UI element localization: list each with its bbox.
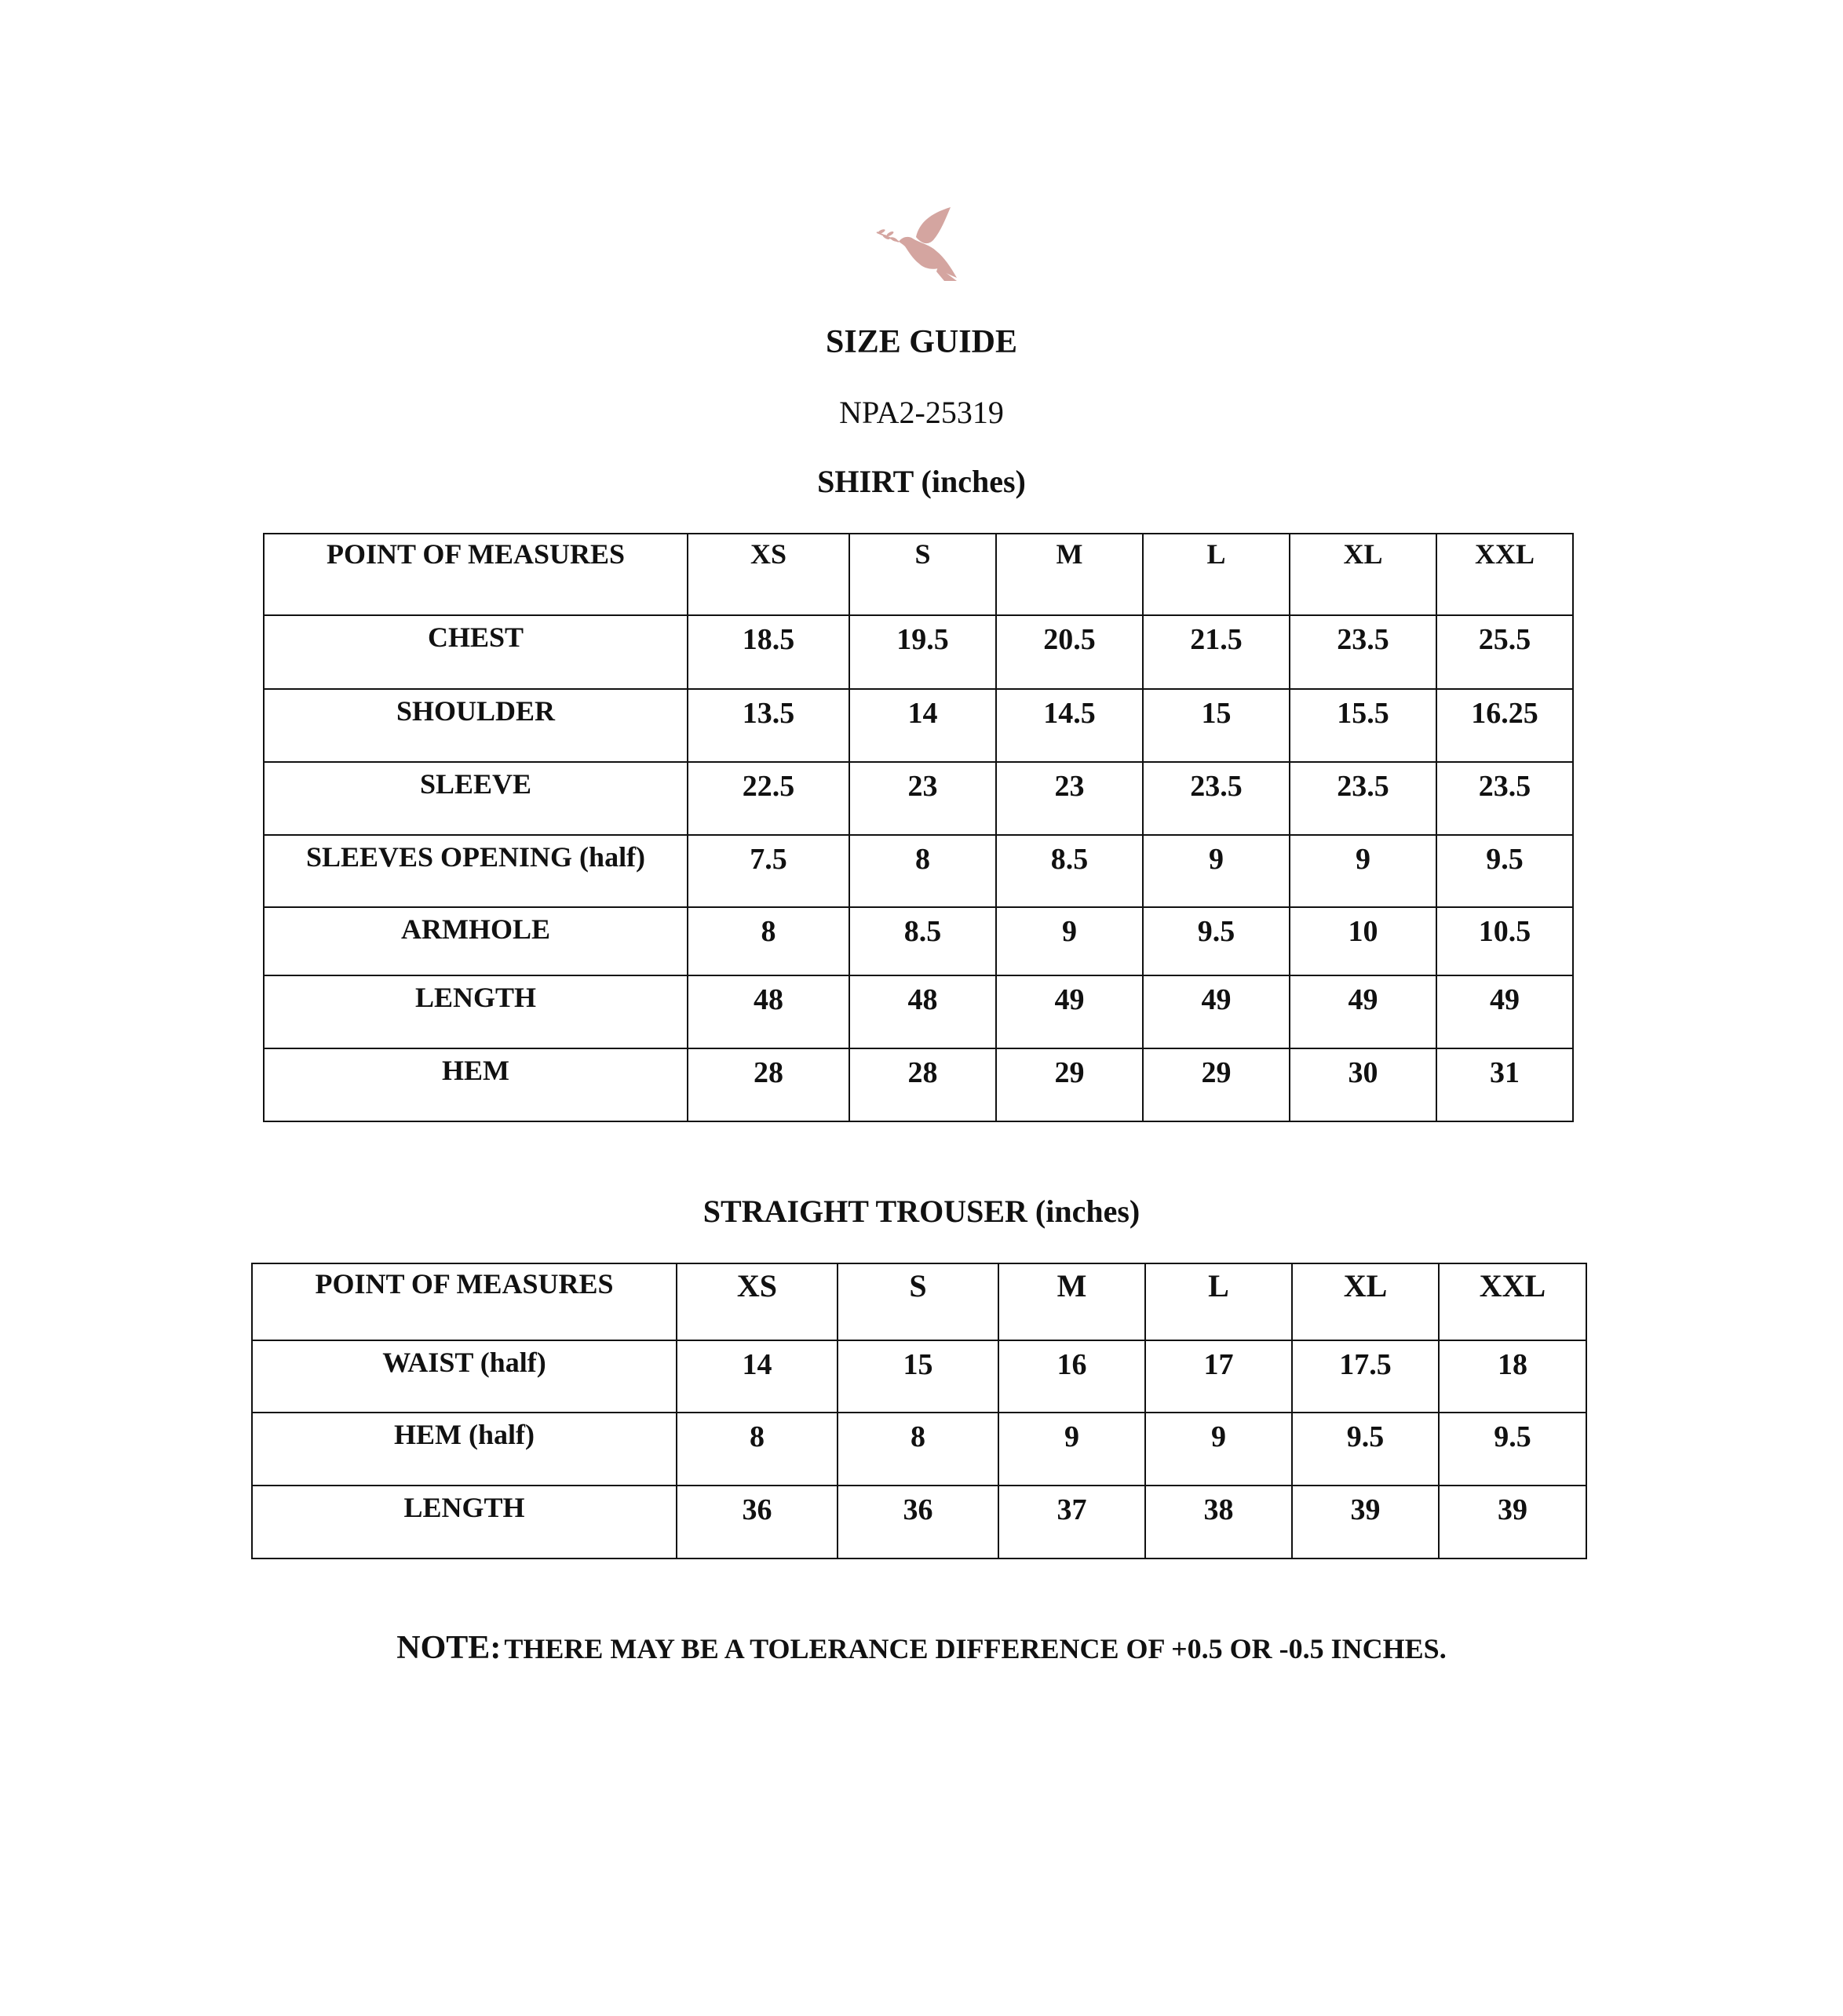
table-row bbox=[264, 975, 1573, 1048]
header-cell: S bbox=[838, 1263, 998, 1340]
size-value: 49 bbox=[1436, 975, 1573, 1048]
size-value: 7.5 bbox=[688, 835, 849, 907]
note-text: THERE MAY BE A TOLERANCE DIFFERENCE OF +0.5 OR -0.5 INCHES. bbox=[504, 1633, 1447, 1664]
table-row bbox=[264, 615, 1573, 689]
shirt-size-table bbox=[263, 533, 1574, 1122]
size-value: 8 bbox=[838, 1413, 998, 1486]
size-value: 23.5 bbox=[1290, 762, 1436, 835]
size-value: 28 bbox=[849, 1048, 996, 1121]
note-label: NOTE: bbox=[396, 1630, 502, 1666]
measure-label: HEM (half) bbox=[252, 1413, 677, 1486]
size-value: 8 bbox=[677, 1413, 838, 1486]
measure-label: HEM bbox=[264, 1048, 688, 1121]
table-header-row bbox=[264, 534, 1573, 615]
measure-label: SLEEVE bbox=[264, 762, 688, 835]
size-value: 49 bbox=[1290, 975, 1436, 1048]
header-cell: XXL bbox=[1436, 534, 1573, 615]
table-row bbox=[252, 1486, 1586, 1558]
size-value: 9.5 bbox=[1143, 907, 1290, 975]
product-code: NPA2-25319 bbox=[839, 395, 1004, 430]
size-value: 49 bbox=[996, 975, 1143, 1048]
size-value: 23.5 bbox=[1290, 615, 1436, 689]
size-value: 18 bbox=[1439, 1340, 1586, 1413]
size-value: 19.5 bbox=[849, 615, 996, 689]
size-value: 25.5 bbox=[1436, 615, 1573, 689]
size-value: 23.5 bbox=[1436, 762, 1573, 835]
size-value: 29 bbox=[1143, 1048, 1290, 1121]
size-value: 9 bbox=[1143, 835, 1290, 907]
size-value: 28 bbox=[688, 1048, 849, 1121]
size-value: 8 bbox=[849, 835, 996, 907]
header-cell: XS bbox=[677, 1263, 838, 1340]
header-cell: POINT OF MEASURES bbox=[264, 534, 688, 615]
size-value: 17 bbox=[1145, 1340, 1292, 1413]
header-cell: XS bbox=[688, 534, 849, 615]
measure-label: LENGTH bbox=[264, 975, 688, 1048]
size-value: 15.5 bbox=[1290, 689, 1436, 762]
size-value: 17.5 bbox=[1292, 1340, 1439, 1413]
size-value: 48 bbox=[849, 975, 996, 1048]
table-row bbox=[264, 835, 1573, 907]
size-value: 9 bbox=[998, 1413, 1145, 1486]
measure-label: WAIST (half) bbox=[252, 1340, 677, 1413]
size-value: 38 bbox=[1145, 1486, 1292, 1558]
size-value: 23 bbox=[996, 762, 1143, 835]
trouser-size-table bbox=[251, 1263, 1587, 1559]
size-value: 18.5 bbox=[688, 615, 849, 689]
size-value: 14.5 bbox=[996, 689, 1143, 762]
size-value: 36 bbox=[838, 1486, 998, 1558]
header-cell: XL bbox=[1292, 1263, 1439, 1340]
header-cell: M bbox=[998, 1263, 1145, 1340]
size-value: 39 bbox=[1292, 1486, 1439, 1558]
table-row bbox=[264, 762, 1573, 835]
size-value: 37 bbox=[998, 1486, 1145, 1558]
header-cell: L bbox=[1145, 1263, 1292, 1340]
size-value: 14 bbox=[677, 1340, 838, 1413]
size-value: 30 bbox=[1290, 1048, 1436, 1121]
size-value: 13.5 bbox=[688, 689, 849, 762]
table-row bbox=[252, 1413, 1586, 1486]
header-cell: XL bbox=[1290, 534, 1436, 615]
size-value: 10 bbox=[1290, 907, 1436, 975]
size-value: 31 bbox=[1436, 1048, 1573, 1121]
size-value: 9 bbox=[1145, 1413, 1292, 1486]
size-value: 9.5 bbox=[1292, 1413, 1439, 1486]
size-value: 8 bbox=[688, 907, 849, 975]
header-cell: L bbox=[1143, 534, 1290, 615]
tolerance-note bbox=[0, 1629, 1843, 1667]
measure-label: SLEEVES OPENING (half) bbox=[264, 835, 688, 907]
header-cell: S bbox=[849, 534, 996, 615]
size-value: 29 bbox=[996, 1048, 1143, 1121]
measure-label: LENGTH bbox=[252, 1486, 677, 1558]
size-value: 9.5 bbox=[1436, 835, 1573, 907]
size-value: 23 bbox=[849, 762, 996, 835]
size-value: 8.5 bbox=[996, 835, 1143, 907]
size-value: 9 bbox=[996, 907, 1143, 975]
size-value: 16.25 bbox=[1436, 689, 1573, 762]
size-value: 14 bbox=[849, 689, 996, 762]
table-row bbox=[252, 1340, 1586, 1413]
table-row bbox=[264, 907, 1573, 975]
page-title: SIZE GUIDE bbox=[826, 324, 1017, 360]
measure-label: SHOULDER bbox=[264, 689, 688, 762]
size-value: 49 bbox=[1143, 975, 1290, 1048]
measure-label: ARMHOLE bbox=[264, 907, 688, 975]
size-value: 20.5 bbox=[996, 615, 1143, 689]
size-value: 9.5 bbox=[1439, 1413, 1586, 1486]
dove-icon bbox=[875, 206, 962, 284]
header-cell: XXL bbox=[1439, 1263, 1586, 1340]
measure-label: CHEST bbox=[264, 615, 688, 689]
size-value: 8.5 bbox=[849, 907, 996, 975]
table-row bbox=[264, 1048, 1573, 1121]
size-value: 15 bbox=[838, 1340, 998, 1413]
size-value: 39 bbox=[1439, 1486, 1586, 1558]
header-cell: POINT OF MEASURES bbox=[252, 1263, 677, 1340]
size-value: 9 bbox=[1290, 835, 1436, 907]
size-value: 23.5 bbox=[1143, 762, 1290, 835]
size-value: 22.5 bbox=[688, 762, 849, 835]
size-value: 15 bbox=[1143, 689, 1290, 762]
table-row bbox=[264, 689, 1573, 762]
shirt-section-title: SHIRT (inches) bbox=[817, 464, 1026, 499]
size-value: 21.5 bbox=[1143, 615, 1290, 689]
size-value: 48 bbox=[688, 975, 849, 1048]
size-value: 16 bbox=[998, 1340, 1145, 1413]
size-value: 36 bbox=[677, 1486, 838, 1558]
table-header-row bbox=[252, 1263, 1586, 1340]
trouser-section-title: STRAIGHT TROUSER (inches) bbox=[703, 1194, 1140, 1229]
header-cell: M bbox=[996, 534, 1143, 615]
size-value: 10.5 bbox=[1436, 907, 1573, 975]
